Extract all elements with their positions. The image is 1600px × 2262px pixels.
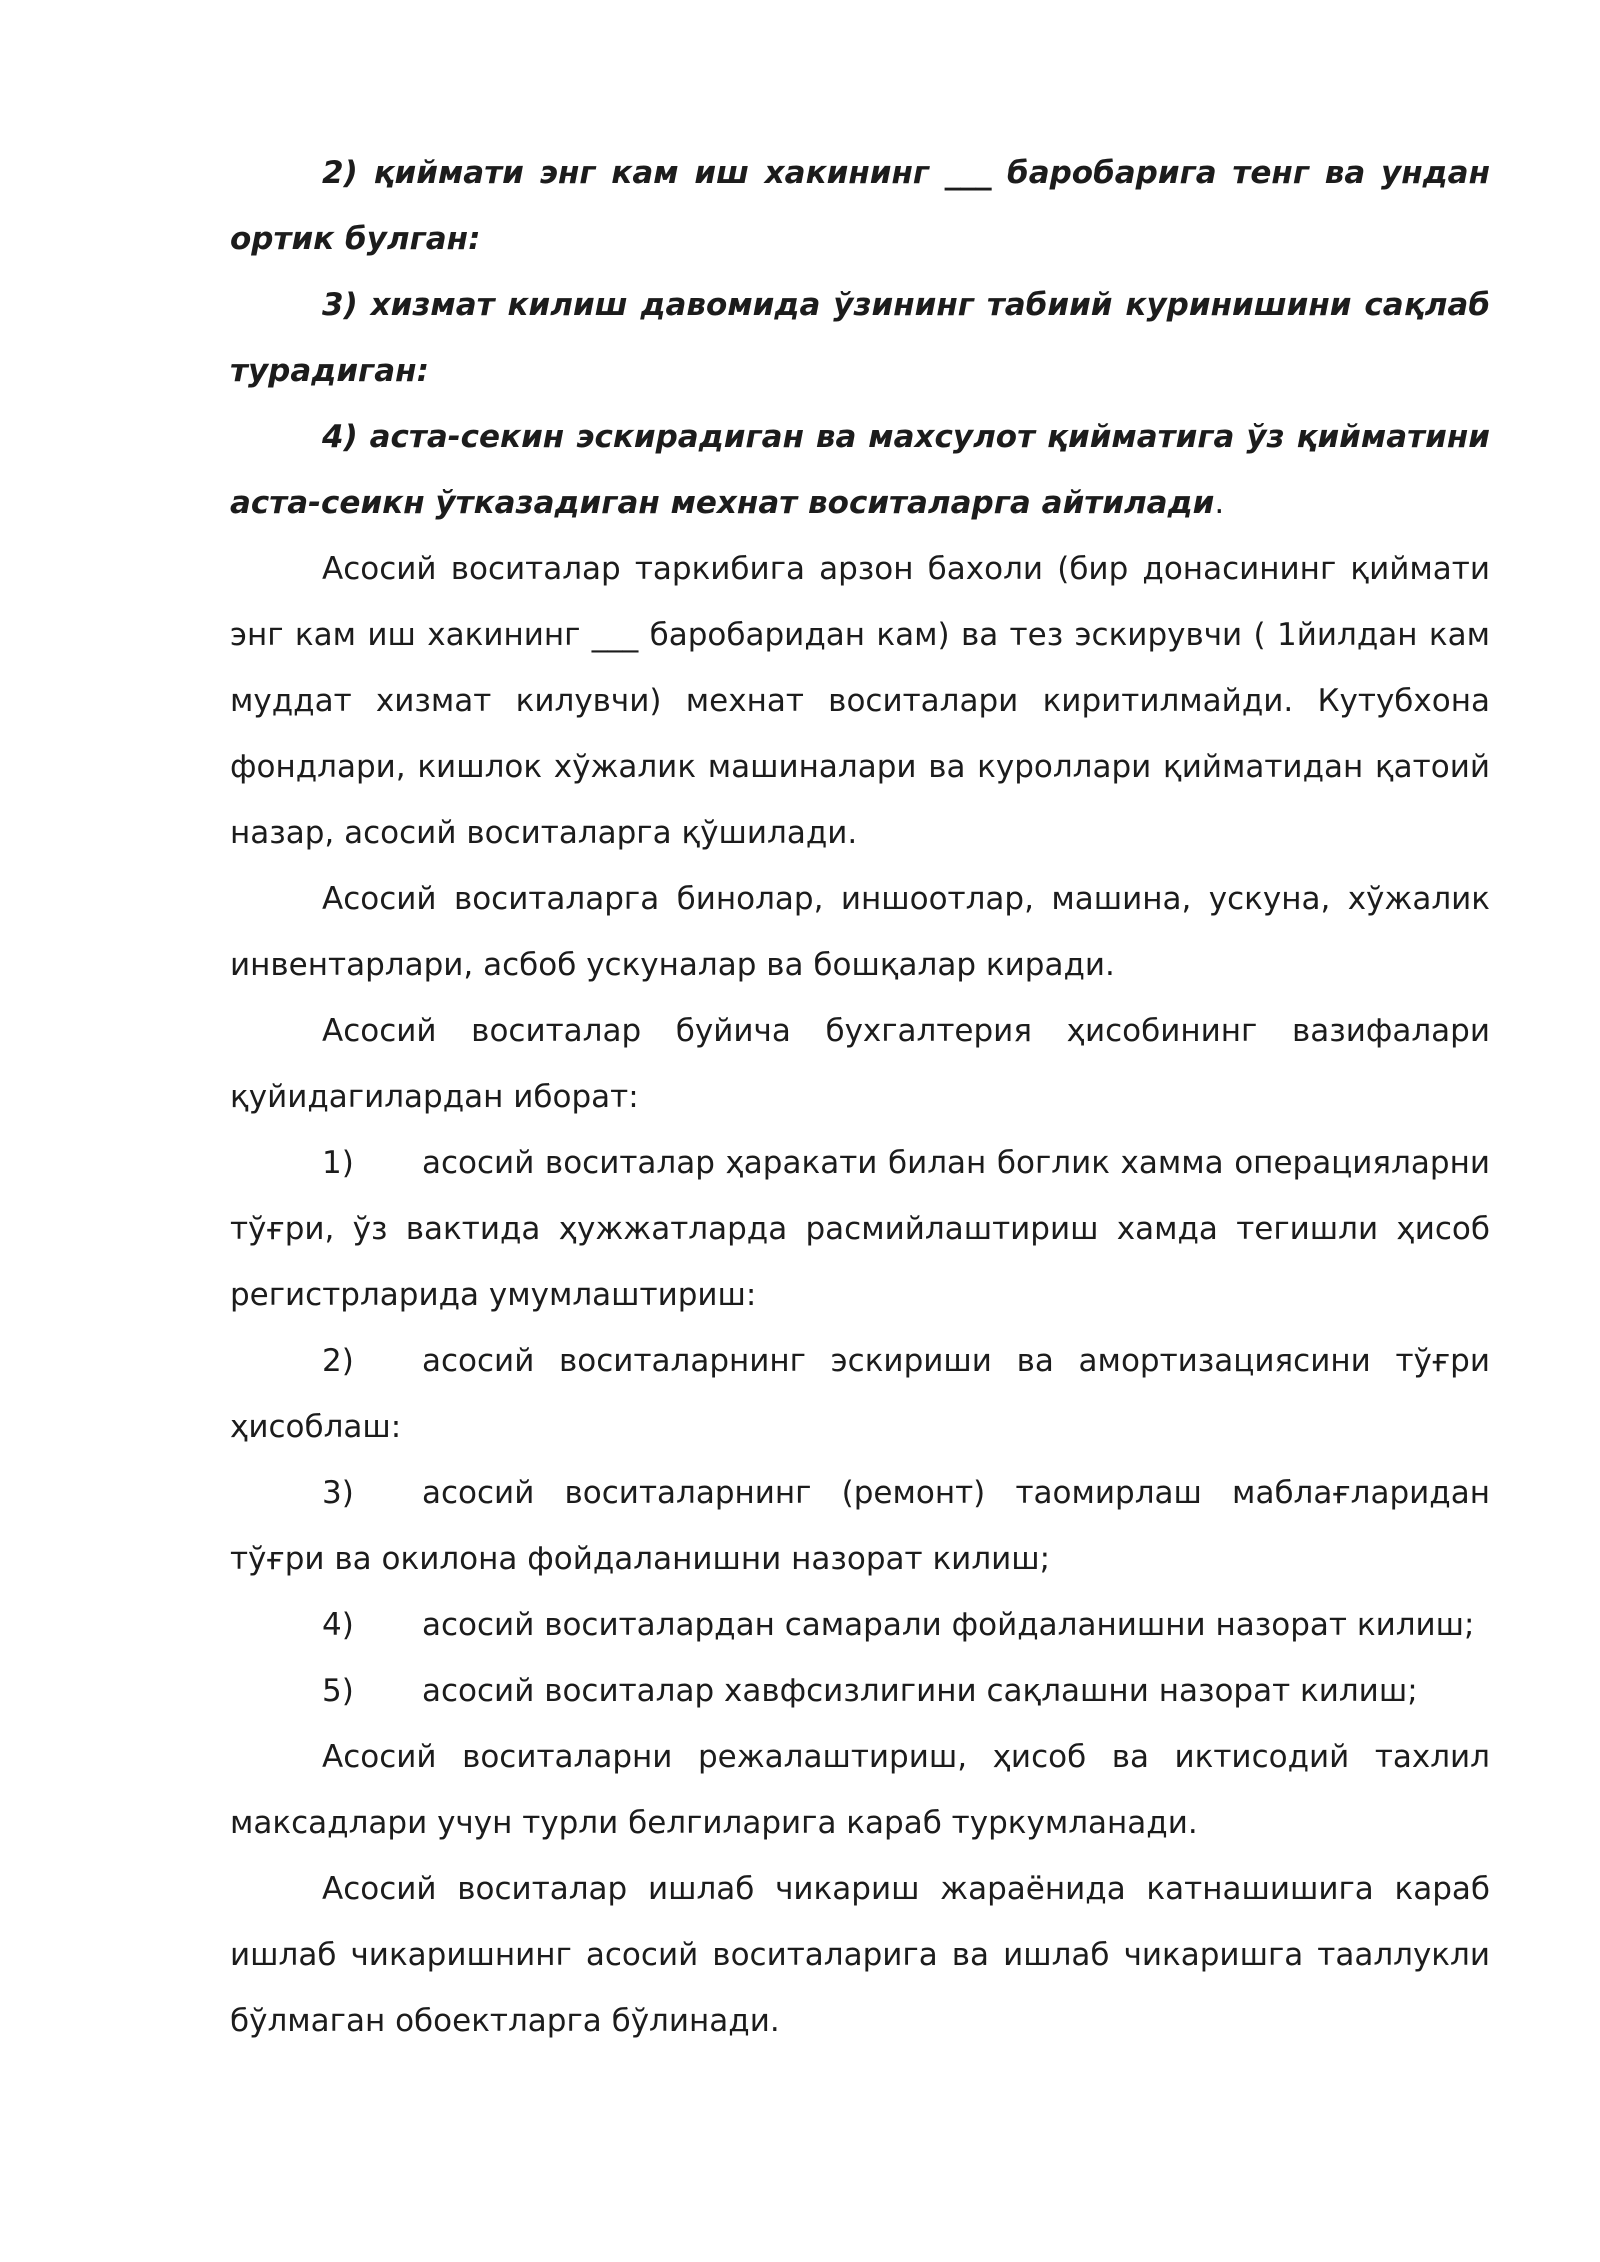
task-text: асосий воситаларнинг (ремонт) таомирлаш маблағларидан тўғри ва окилона фойдаланишни назорат килиш; [230,1475,1490,1577]
paragraph-exclusions: Асосий воситалар таркибига арзон бахоли (бир донасининг қиймати энг кам иш хакининг ___ баробаридан кам) ва тез эскирувчи ( 1йилдан кам муддат хизмат килувчи) мехнат воситалари киритилмайди. Кутубхона фондлари, кишлок хўжалик машиналари ва куроллари қийматидан қатоий назар, асосий воситаларга қўшилади. [230,551,1490,851]
task-item-5 [230,1658,1490,1724]
criterion-2 [230,140,1490,272]
criterion-4 [230,404,1490,536]
criterion-2-text: 2) қиймати энг кам иш хакининг ___ баробарига тенг ва ундан ортик булган: [230,155,1490,257]
task-number: 5) [322,1673,354,1709]
task-number: 3) [322,1475,354,1511]
criterion-3-text: 3) хизмат килиш давомида ўзининг табиий куринишини сақлаб турадиган: [230,287,1490,389]
criterion-3 [230,272,1490,404]
task-text: асосий воситалар хавфсизлигини сақлашни назорат килиш; [422,1673,1418,1709]
task-number: 1) [322,1145,354,1181]
document-body [230,140,1490,2054]
task-text: асосий воситаларнинг эскириши ва амортизациясини тўғри ҳисоблаш: [230,1343,1490,1445]
paragraph-tasks-intro: Асосий воситалар буйича бухгалтерия ҳисобининг вазифалари қуйидагилардан иборат: [230,1013,1490,1115]
paragraph-classification: Асосий воситаларни режалаштириш, ҳисоб ва иктисодий тахлил максадлари учун турли белгиларига караб туркумланади. [230,1739,1490,1841]
task-text: асосий воситалардан самарали фойдаланишни назорат килиш; [422,1607,1475,1643]
paragraph-composition: Асосий воситаларга бинолар, иншоотлар, машина, ускуна, хўжалик инвентарлари, асбоб ускуналар ва бошқалар киради. [230,881,1490,983]
task-number: 2) [322,1343,354,1379]
task-item-3 [230,1460,1490,1592]
criterion-4-period: . [1214,485,1225,521]
paragraph-production-division: Асосий воситалар ишлаб чикариш жараёнида катнашишига караб ишлаб чикаришнинг асосий воситаларига ва ишлаб чикаришга тааллукли бўлмаган обоектларга бўлинади. [230,1871,1490,2039]
task-item-2 [230,1328,1490,1460]
task-item-1 [230,1130,1490,1328]
task-text: асосий воситалар ҳаракати билан боглик хамма операцияларни тўғри, ўз вактида ҳужжатларда расмийлаштириш хамда тегишли ҳисоб регистрларида умумлаштириш: [230,1145,1490,1313]
task-item-4 [230,1592,1490,1658]
task-number: 4) [322,1607,354,1643]
criterion-4-text: 4) аста-секин эскирадиган ва махсулот қийматига ўз қийматини аста-сеикн ўтказадиган мехнат воситаларга айтилади [230,419,1490,521]
